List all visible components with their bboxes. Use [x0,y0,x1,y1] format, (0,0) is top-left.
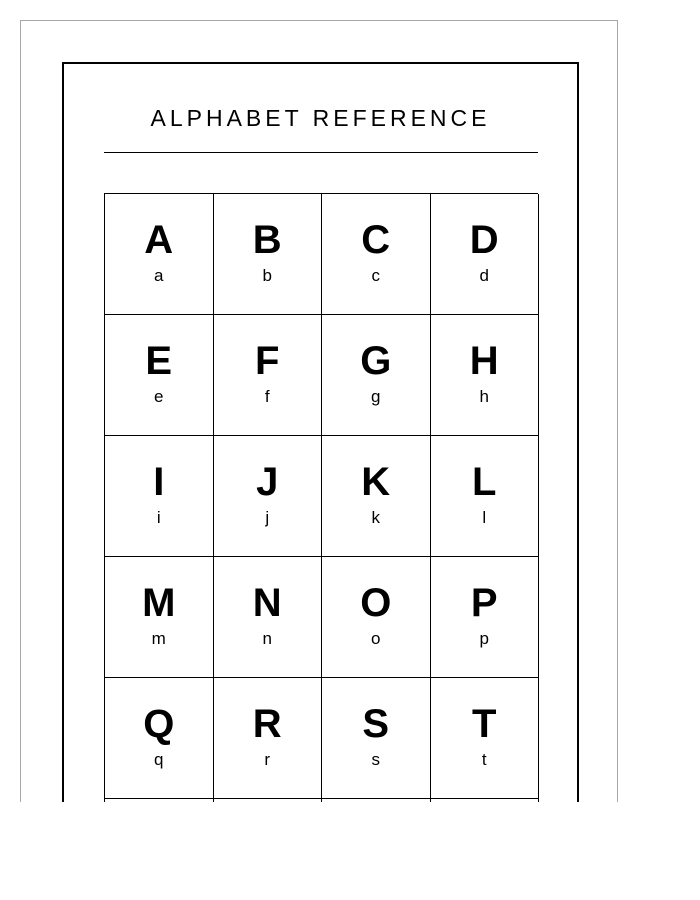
uppercase-letter: G [360,339,392,383]
uppercase-letter: R [252,702,282,746]
uppercase-letter: O [360,581,392,625]
uppercase-letter: I [153,460,165,504]
uppercase-letter: A [144,218,174,262]
letter-cell [105,436,214,557]
lowercase-letter: s [371,750,380,769]
page-border-frame [62,62,579,802]
title-divider [104,152,538,153]
uppercase-letter: N [252,581,282,625]
lowercase-letter: r [264,750,271,769]
letter-cell [214,315,323,436]
letter-cell [431,557,540,678]
document-page [20,20,618,802]
letter-cell [105,799,214,802]
letter-cell [214,557,323,678]
uppercase-letter: L [472,460,497,504]
uppercase-letter: F [255,339,280,383]
lowercase-letter: t [481,750,487,769]
letter-cell [431,194,540,315]
letter-cell [322,315,431,436]
lowercase-letter: k [371,508,380,527]
page-title: ALPHABET REFERENCE [150,105,491,131]
letter-cell [214,436,323,557]
lowercase-letter: q [154,750,164,769]
letter-cell [322,557,431,678]
lowercase-letter: n [262,629,272,648]
letter-cell [431,799,540,802]
lowercase-letter: b [262,266,272,285]
uppercase-letter: H [469,339,499,383]
lowercase-letter: m [151,629,166,648]
letter-cell [431,436,540,557]
letter-cell [322,194,431,315]
lowercase-letter: c [371,266,380,285]
uppercase-letter: P [470,581,498,625]
letter-cell [105,678,214,799]
alphabet-grid [104,193,538,802]
lowercase-letter: l [482,508,487,527]
lowercase-letter: h [479,387,489,406]
letter-cell [322,436,431,557]
uppercase-letter: K [361,460,391,504]
letter-cell [214,678,323,799]
lowercase-letter: j [265,508,270,527]
letter-cell [214,194,323,315]
uppercase-letter: B [252,218,282,262]
uppercase-letter: C [361,218,391,262]
uppercase-letter: T [472,702,497,746]
letter-cell [431,315,540,436]
letter-cell [105,557,214,678]
lowercase-letter: f [264,387,270,406]
letter-cell [105,315,214,436]
lowercase-letter: g [371,387,381,406]
lowercase-letter: o [371,629,381,648]
letter-cell [105,194,214,315]
letter-cell [431,678,540,799]
lowercase-letter: i [156,508,161,527]
uppercase-letter: J [256,460,279,504]
uppercase-letter: E [145,339,173,383]
lowercase-letter: e [154,387,164,406]
letter-cell [322,799,431,802]
uppercase-letter: S [362,702,390,746]
lowercase-letter: p [479,629,489,648]
uppercase-letter: M [142,581,176,625]
uppercase-letter: Q [143,702,175,746]
lowercase-letter: a [154,266,164,285]
uppercase-letter: D [469,218,499,262]
lowercase-letter: d [479,266,489,285]
letter-cell [214,799,323,802]
letter-cell [322,678,431,799]
